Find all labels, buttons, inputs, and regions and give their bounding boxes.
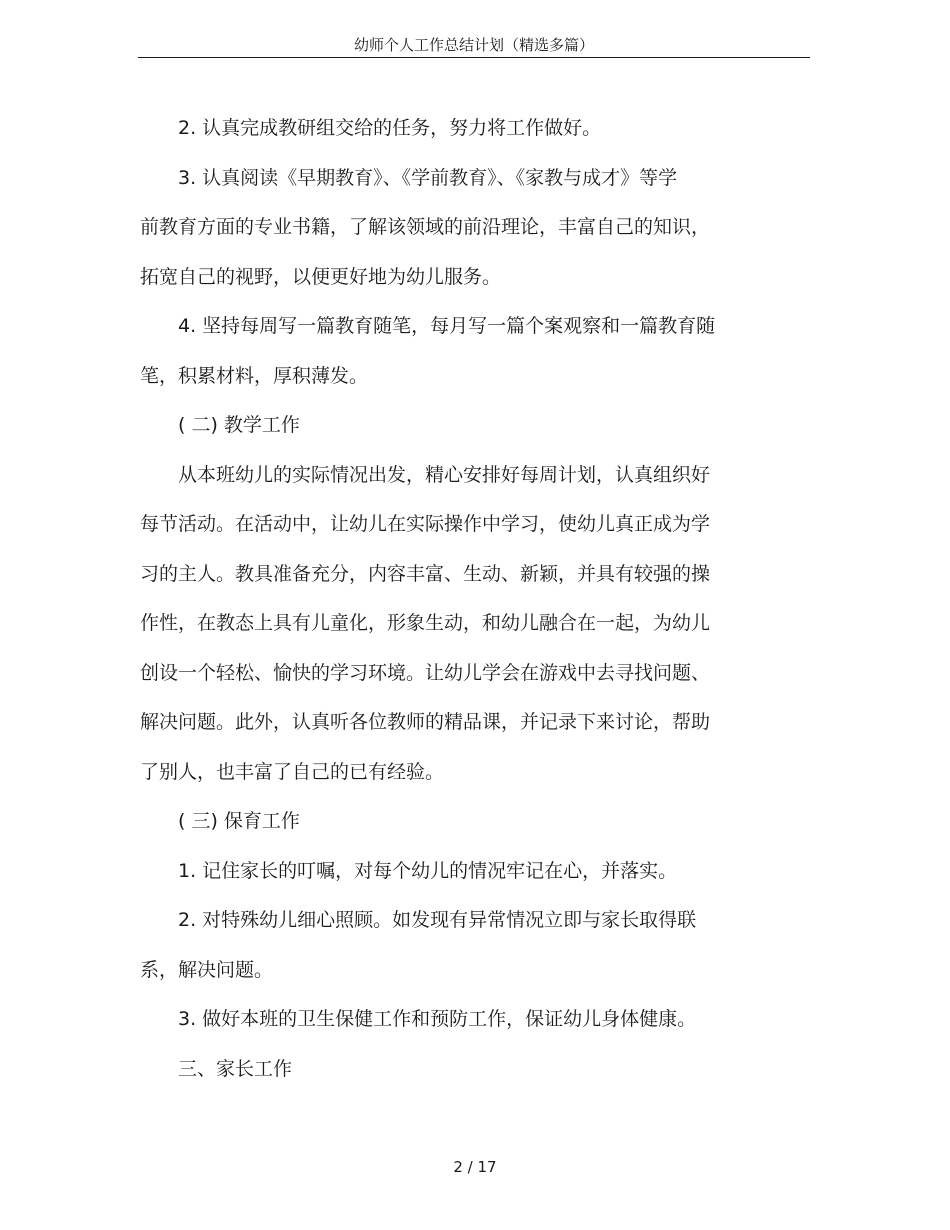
line-item-3: 3. 认真阅读《早期教育》、《学前教育》、《家教与成才》等学 bbox=[178, 166, 678, 189]
paragraph-teaching-6: 解决问题。此外，认真听各位教师的精品课，并记录下来讨论，帮助 bbox=[140, 711, 711, 733]
care-item-2: 2. 对特殊幼儿细心照顾。如发现有异常情况立即与家长取得联 bbox=[178, 909, 697, 931]
line-item-3-cont-1: 前教育方面的专业书籍，了解该领域的前沿理论，丰富自己的知识， bbox=[140, 216, 711, 238]
section-heading-care: ( 三) 保育工作 bbox=[178, 810, 300, 832]
section-heading-parents: 三、家长工作 bbox=[178, 1057, 293, 1080]
paragraph-teaching-3: 习的主人。教具准备充分，内容丰富、生动、新颖，并具有较强的操 bbox=[140, 562, 711, 585]
page-header: 幼师个人工作总结计划（精选多篇） bbox=[138, 34, 810, 58]
document-body bbox=[140, 104, 760, 1094]
care-item-2-cont: 系，解决问题。 bbox=[140, 958, 274, 981]
care-item-1: 1. 记住家长的叮嘱，对每个幼儿的情况牢记在心，并落实。 bbox=[178, 859, 678, 882]
paragraph-teaching-1: 从本班幼儿的实际情况出发，精心安排好每周计划，认真组织好 bbox=[178, 463, 711, 486]
care-item-3: 3. 做好本班的卫生保健工作和预防工作，保证幼儿身体健康。 bbox=[178, 1008, 697, 1030]
paragraph-teaching-2: 每节活动。在活动中，让幼儿在实际操作中学习，使幼儿真正成为学 bbox=[140, 513, 711, 535]
section-heading-teaching: ( 二) 教学工作 bbox=[178, 414, 300, 436]
paragraph-teaching-4: 作性，在教态上具有儿童化，形象生动，和幼儿融合在一起，为幼儿 bbox=[140, 612, 711, 634]
line-item-2: 2. 认真完成教研组交给的任务，努力将工作做好。 bbox=[178, 117, 602, 139]
page-number: 2 / 17 bbox=[453, 1158, 497, 1176]
line-item-4: 4. 坚持每周写一篇教育随笔，每月写一篇个案观察和一篇教育随 bbox=[178, 315, 716, 337]
line-item-4-cont: 笔，积累材料，厚积薄发。 bbox=[140, 364, 369, 387]
paragraph-teaching-5: 创设一个轻松、愉快的学习环境。让幼儿学会在游戏中去寻找问题、 bbox=[140, 661, 711, 684]
paragraph-teaching-7: 了别人，也丰富了自己的已有经验。 bbox=[140, 760, 445, 783]
line-item-3-cont-2: 拓宽自己的视野，以便更好地为幼儿服务。 bbox=[140, 265, 502, 288]
